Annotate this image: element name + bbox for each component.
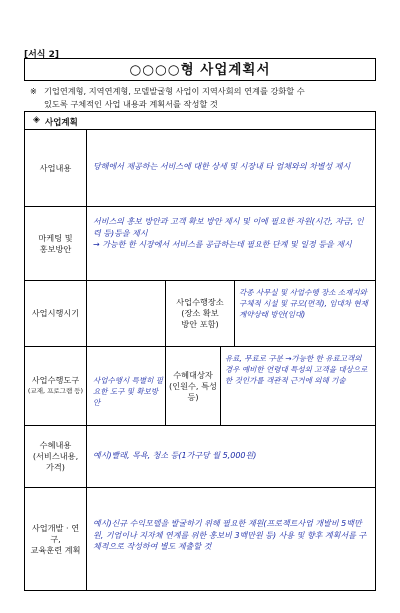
diamond-icon: ◈ <box>33 115 40 125</box>
row-schedule <box>25 281 375 347</box>
row-marketing <box>25 207 375 281</box>
section-title: 사업계획 <box>45 118 78 128</box>
business-content-text: 당해에서 제공하는 서비스에 대한 상세 및 시장내 타 업체와의 차별성 제시 <box>93 162 351 171</box>
label-benefit: 수혜내용 (서비스내용, 가격) <box>25 426 87 487</box>
row-business-content <box>25 130 375 207</box>
place-text: 각종 사무실 및 사업수행 장소 소재지와 구체적 시설 및 규모(면적), 임대차 현재 계약상태 방안(임대) <box>239 288 368 319</box>
business-plan-table <box>24 111 376 591</box>
form-label: [서식 2] <box>24 50 60 60</box>
reference-mark-icon: ※ <box>30 86 37 96</box>
label-target: 수혜대상자 (인원수, 특성 등) <box>169 369 217 402</box>
notice-line-2: 있도록 구체적인 사업 내용과 계획서를 작성할 것 <box>44 99 218 109</box>
benefit-text: 예시)빨래, 목욕, 청소 등(1가구당 월 5,000원) <box>93 451 257 460</box>
label-place: 사업수행장소 (장소 확보 방안 포함) <box>176 297 224 329</box>
marketing-text-line-1: 서비스의 홍보 방안과 고객 확보 방안 제시 및 이에 필요한 자원(시간, 자금, 인력 등)등을 제시 <box>93 217 364 238</box>
notice <box>30 85 376 111</box>
divider <box>220 347 221 425</box>
label-marketing: 마케팅 및 홍보방안 <box>25 207 87 280</box>
label-business-content: 사업내용 <box>25 130 87 206</box>
marketing-text <box>93 216 371 251</box>
label-tools: 사업수행도구 (교재, 프로그램 등) <box>25 347 87 425</box>
section-header <box>25 112 375 130</box>
notice-text <box>30 85 376 111</box>
row-benefit <box>25 426 375 488</box>
row-tools <box>25 347 375 426</box>
document-title-box <box>24 58 376 81</box>
marketing-text-line-2: → 가능한 한 시장에서 서비스를 공급하는데 필요한 단계 및 일정 등을 제시 <box>93 240 352 249</box>
tools-text: 사업수행시 특별히 필요한 도구 및 확보방안 <box>93 376 163 407</box>
divider <box>234 281 235 346</box>
document-title: ○○○○형 사업계획서 <box>129 62 271 78</box>
development-text: 예시)신규 수익모델을 발굴하기 위해 필요한 재원(프로젝트사업 개발비 5백만원, 기업이나 지자체 연계를 위한 홍보비 3백만원 등) 사용 및 향후 계획서를 구체적으로 작성하여 별도 제출할 것 <box>93 519 367 551</box>
target-text: 유료, 무료로 구분 →가능한 한 유료고객의 경우 예비한 연령대 특성의 고객을 대상으로 한 것인가를 객관적 근거에 의해 기술 <box>225 354 368 385</box>
row-development <box>25 488 375 590</box>
label-development: 사업개발 · 연구, 교육훈련 계획 <box>25 488 87 590</box>
notice-line-1: 기업연계형, 지역연계형, 모델발굴형 사업이 지역사회의 연계를 강화할 수 <box>44 86 305 96</box>
label-schedule: 사업시행시기 <box>25 281 87 346</box>
